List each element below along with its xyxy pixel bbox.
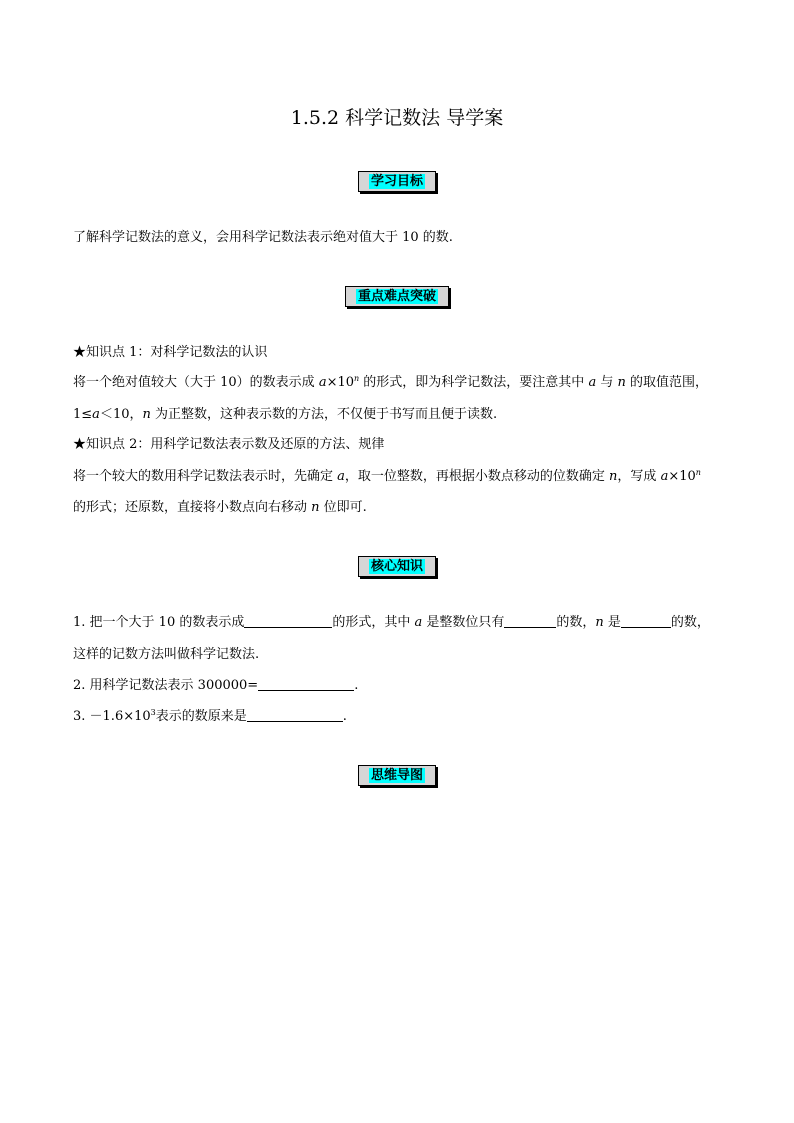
exp-n: n — [354, 374, 360, 383]
k2-l2-a: 的形式；还原数，直接将小数点向右移动 — [73, 500, 312, 515]
knowledge-point-2-line-1 — [73, 468, 723, 485]
var-a: a — [318, 375, 327, 390]
var-n: n — [311, 500, 320, 515]
q2-text: 2. 用科学记数法表示 300000= — [73, 678, 259, 693]
question-2 — [73, 677, 723, 694]
times-ten: ×10 — [326, 375, 355, 390]
exp-n: n — [695, 468, 701, 477]
var-n: n — [142, 407, 151, 422]
section-label-core — [358, 556, 436, 577]
q1-text-b: 的形式，其中 — [332, 615, 415, 630]
question-1-line-2: 这样的记数方法叫做科学记数法. — [73, 647, 260, 662]
q3-exponent: 3 — [150, 708, 156, 717]
q1-blank-2[interactable] — [504, 614, 556, 628]
q3-blank[interactable] — [247, 708, 343, 722]
section-label-map — [358, 765, 436, 786]
q3-text-a: 3. －1.6×10 — [73, 709, 151, 724]
section-label-core-text: 核心知识 — [370, 559, 423, 574]
section-goal — [0, 170, 794, 192]
k1-l2-c: 为正整数，这种表示数的方法，不仅便于书写而且便于读数. — [150, 407, 498, 422]
section-key — [0, 285, 794, 307]
k1-l2-a: 1≤ — [73, 407, 93, 422]
question-3 — [73, 708, 723, 725]
section-label-goal — [358, 171, 436, 192]
q1-text-f: 的数， — [670, 615, 710, 630]
var-n: n — [595, 615, 604, 630]
q3-end: . — [342, 709, 347, 724]
q1-text-c: 是整数位只有 — [422, 615, 505, 630]
k2-l2-b: 位即可. — [319, 500, 367, 515]
q1-text-a: 1. 把一个大于 10 的数表示成 — [73, 615, 245, 630]
section-label-goal-text: 学习目标 — [370, 174, 423, 189]
section-label-key — [345, 286, 449, 307]
knowledge-point-2-line-2 — [73, 499, 723, 516]
q1-text-e: 是 — [603, 615, 621, 630]
section-label-map-text: 思维导图 — [370, 768, 423, 783]
k1-text-d: 的取值范围， — [625, 375, 708, 390]
q3-text-b: 表示的数原来是 — [155, 709, 247, 724]
k1-text-b: 的形式，即为科学记数法，要注意其中 — [359, 375, 589, 390]
q1-text-d: 的数， — [556, 615, 596, 630]
times-ten: ×10 — [668, 469, 696, 484]
k1-l2-b: ＜10， — [99, 407, 143, 422]
knowledge-point-1-line-1 — [73, 374, 723, 391]
k2-text-c: ，写成 — [617, 469, 661, 484]
section-map — [0, 764, 794, 786]
var-n: n — [617, 375, 626, 390]
var-a: a — [337, 469, 345, 484]
page-title: 1.5.2 科学记数法 导学案 — [290, 107, 504, 129]
k2-text-b: ，取一位整数，再根据小数点移动的位数确定 — [344, 469, 610, 484]
k2-text-a: 将一个较大的数用科学记数法表示时，先确定 — [73, 469, 338, 484]
q2-end: . — [354, 678, 359, 693]
var-a: a — [92, 407, 100, 422]
var-n: n — [609, 469, 618, 484]
q1-blank-1[interactable] — [244, 614, 332, 628]
goal-text: 了解科学记数法的意义，会用科学记数法表示绝对值大于 10 的数. — [73, 230, 453, 245]
knowledge-point-1-line-2 — [73, 406, 723, 423]
section-label-key-text: 重点难点突破 — [357, 289, 436, 304]
q1-blank-3[interactable] — [621, 614, 671, 628]
q2-blank[interactable] — [258, 677, 354, 691]
k1-text-a: 将一个绝对值较大（大于 10）的数表示成 — [73, 375, 319, 390]
knowledge-point-2-heading: ★知识点 2：用科学记数法表示数及还原的方法、规律 — [73, 437, 385, 452]
question-1-line-1 — [73, 614, 723, 631]
knowledge-point-1-heading: ★知识点 1：对科学记数法的认识 — [73, 345, 268, 360]
var-a: a — [660, 469, 669, 484]
var-a: a — [414, 615, 423, 630]
section-core — [0, 555, 794, 577]
var-a: a — [588, 375, 597, 390]
k1-text-c: 与 — [596, 375, 618, 390]
